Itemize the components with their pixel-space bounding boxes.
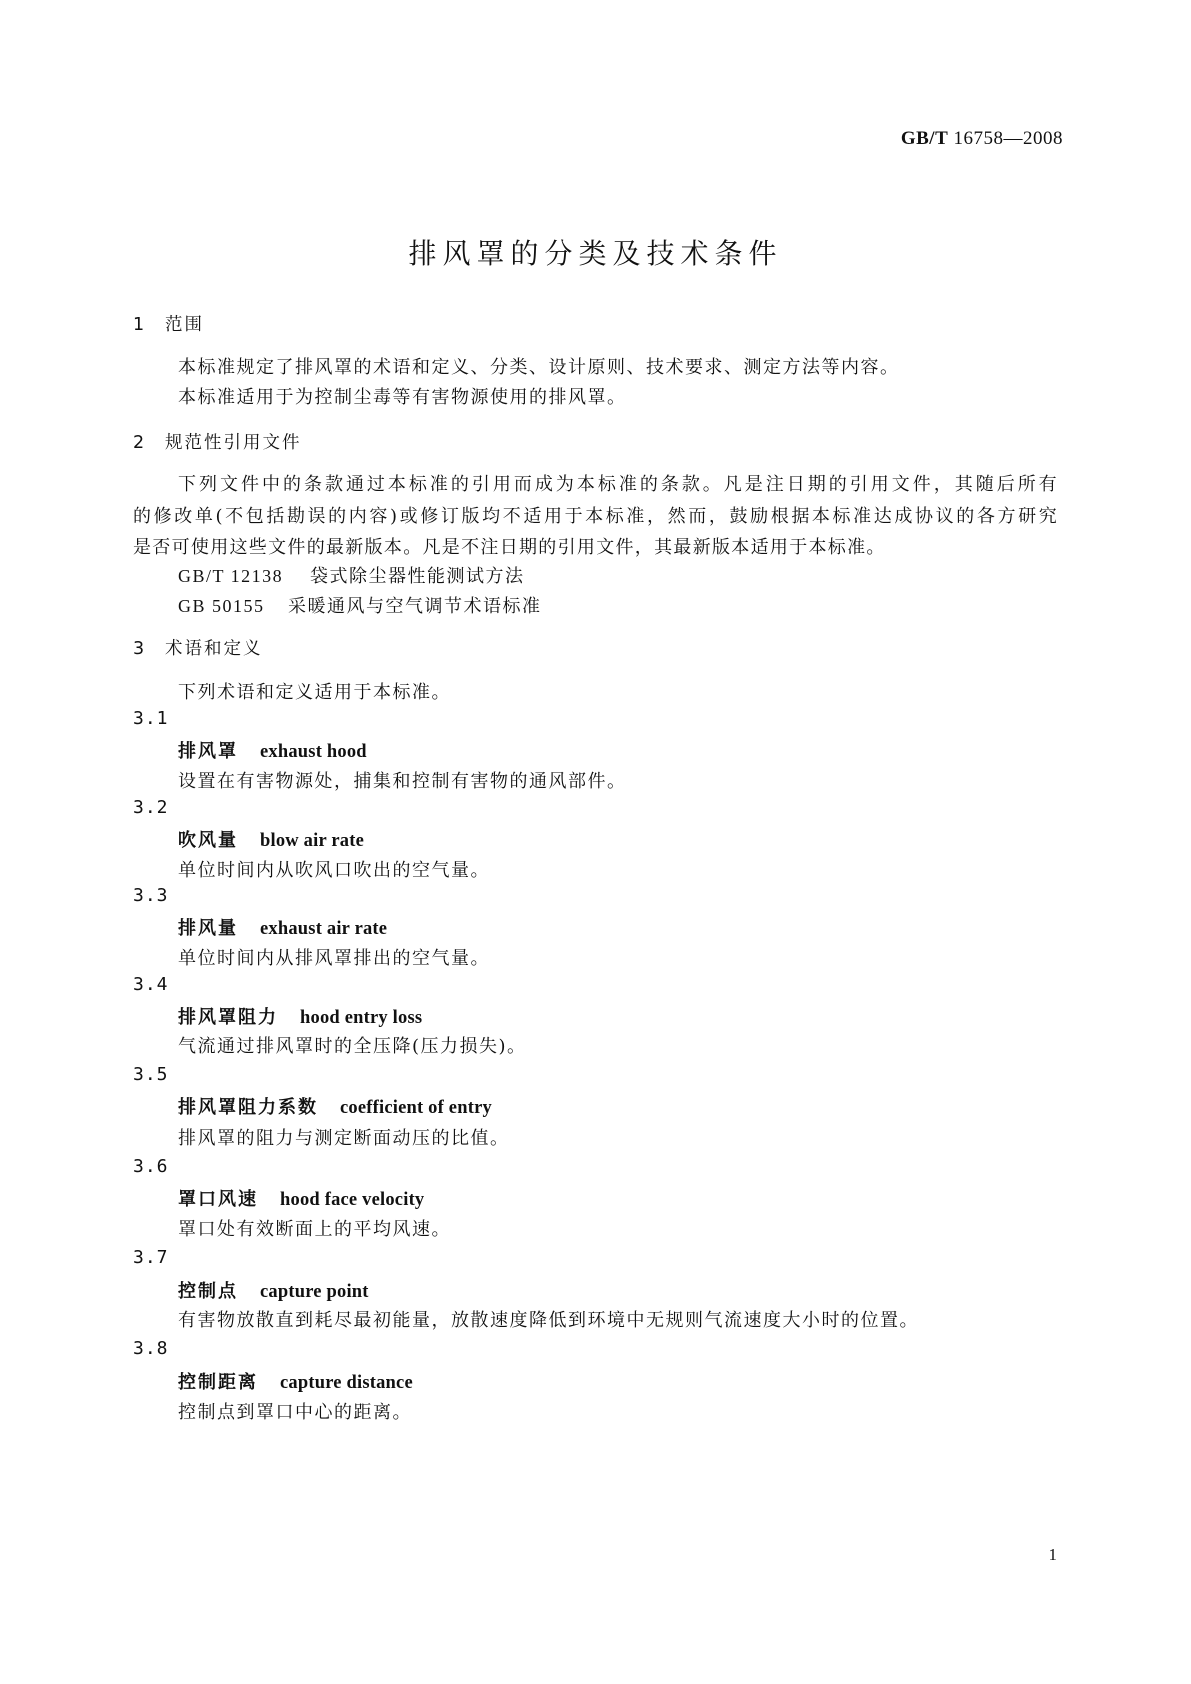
term-zh: 排风罩阻力	[178, 1007, 278, 1028]
term-entry	[178, 1185, 424, 1211]
clause-number: 3.1	[133, 708, 169, 729]
term-definition: 有害物放散直到耗尽最初能量，放散速度降低到环境中无规则气流速度大小时的位置。	[178, 1310, 919, 1331]
reference-title: 采暖通风与空气调节术语标准	[288, 596, 542, 617]
paragraph-line: 的修改单(不包括勘误的内容)或修订版均不适用于本标准，然而，鼓励根据本标准达成协议的各方研究	[133, 506, 1058, 527]
paragraph: 下列术语和定义适用于本标准。	[178, 682, 451, 703]
section-3-heading	[133, 635, 263, 660]
clause-number: 3.7	[133, 1247, 169, 1268]
clause-number: 3.3	[133, 885, 169, 906]
section-title: 规范性引用文件	[165, 433, 302, 453]
section-number: 2	[133, 433, 147, 453]
term-entry	[178, 1093, 492, 1119]
term-zh: 控制距离	[178, 1372, 258, 1393]
clause-number: 3.5	[133, 1064, 169, 1085]
term-entry	[178, 1368, 413, 1394]
reference-code: GB/T 12138	[178, 566, 284, 586]
reference-title: 袋式除尘器性能测试方法	[310, 566, 525, 587]
term-definition: 气流通过排风罩时的全压降(压力损失)。	[178, 1036, 527, 1057]
term-en: exhaust hood	[260, 742, 367, 762]
paragraph-line: 下列文件中的条款通过本标准的引用而成为本标准的条款。凡是注日期的引用文件，其随后所有	[178, 474, 1058, 495]
term-entry	[178, 914, 387, 940]
normative-reference	[178, 592, 542, 618]
term-zh: 罩口风速	[178, 1189, 258, 1210]
term-en: exhaust air rate	[260, 919, 388, 939]
term-definition: 单位时间内从吹风口吹出的空气量。	[178, 860, 490, 881]
section-number: 3	[133, 639, 147, 659]
term-definition: 控制点到罩口中心的距离。	[178, 1402, 412, 1423]
term-en: capture point	[260, 1282, 369, 1302]
standard-code	[901, 128, 1063, 150]
term-definition: 罩口处有效断面上的平均风速。	[178, 1219, 451, 1240]
section-2-heading	[133, 429, 302, 454]
term-definition: 设置在有害物源处，捕集和控制有害物的通风部件。	[178, 771, 627, 792]
term-en: hood face velocity	[280, 1190, 425, 1210]
term-definition: 单位时间内从排风罩排出的空气量。	[178, 948, 490, 969]
clause-number: 3.4	[133, 974, 169, 995]
term-en: capture distance	[280, 1373, 413, 1393]
document-title: 排风罩的分类及技术条件	[408, 237, 783, 270]
term-entry	[178, 737, 367, 763]
term-zh: 排风罩	[178, 741, 238, 762]
term-zh: 吹风量	[178, 830, 238, 851]
clause-number: 3.8	[133, 1338, 169, 1359]
standard-number: 16758—2008	[953, 128, 1063, 149]
term-en: coefficient of entry	[340, 1098, 492, 1118]
clause-number: 3.6	[133, 1156, 169, 1177]
section-title: 术语和定义	[165, 639, 263, 659]
section-number: 1	[133, 315, 147, 335]
reference-code: GB 50155	[178, 596, 265, 616]
paragraph: 本标准规定了排风罩的术语和定义、分类、设计原则、技术要求、测定方法等内容。	[178, 357, 900, 378]
term-en: hood entry loss	[300, 1008, 423, 1028]
standard-prefix: GB/T	[900, 128, 949, 149]
term-zh: 排风罩阻力系数	[178, 1097, 318, 1118]
normative-reference	[178, 562, 525, 588]
term-definition: 排风罩的阻力与测定断面动压的比值。	[178, 1128, 510, 1149]
clause-number: 3.2	[133, 797, 169, 818]
paragraph-line: 是否可使用这些文件的最新版本。凡是不注日期的引用文件，其最新版本适用于本标准。	[133, 537, 886, 558]
term-en: blow air rate	[260, 831, 364, 851]
term-entry	[178, 1003, 422, 1029]
term-zh: 控制点	[178, 1281, 238, 1302]
term-zh: 排风量	[178, 918, 238, 939]
page-number: 1	[1048, 1545, 1057, 1564]
term-entry	[178, 826, 364, 852]
term-entry	[178, 1277, 369, 1303]
paragraph: 本标准适用于为控制尘毒等有害物源使用的排风罩。	[178, 387, 627, 408]
section-title: 范围	[165, 315, 204, 335]
section-1-heading	[133, 311, 204, 336]
